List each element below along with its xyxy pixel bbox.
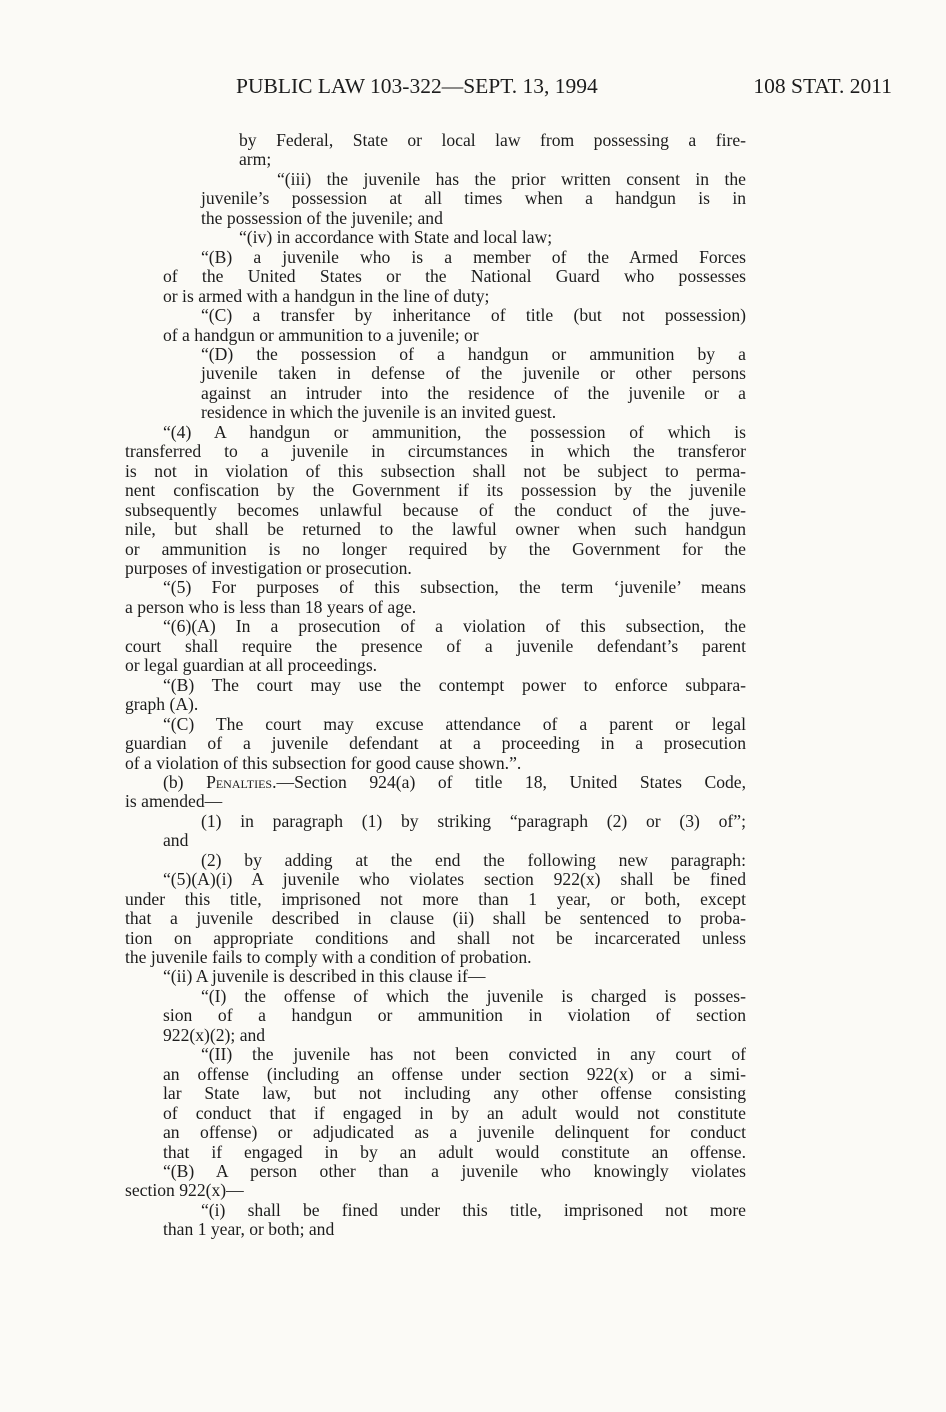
text-line: against an intruder into the residence of the juvenile or a (201, 382, 746, 403)
header-page-ref: 108 STAT. 2011 (753, 74, 892, 98)
text-line: transferred to a juvenile in circumstances in which the transferor (125, 441, 746, 462)
text-line: is amended— (125, 791, 223, 812)
text-line: “(6)(A) In a prosecution of a violation of this subsection, the (163, 616, 746, 637)
text-line: is not in violation of this subsection shall not be subject to perma- (125, 460, 746, 481)
text-line: juvenile taken in defense of the juvenile or other persons (201, 363, 746, 384)
text-line: purposes of investigation or prosecution. (125, 557, 412, 578)
text-line: or legal guardian at all proceedings. (125, 655, 378, 676)
text-line: juvenile’s possession at all times when a handgun is in (201, 188, 746, 209)
text-line: that if engaged in by an adult would constitute an offense. (163, 1141, 746, 1162)
text-line: section 922(x)— (125, 1180, 244, 1201)
text-line: an offense) or adjudicated as a juvenile delinquent for conduct (163, 1122, 746, 1143)
text-line: “(5) For purposes of this subsection, the term ‘juvenile’ means (163, 577, 746, 598)
text-line: “(I) the offense of which the juvenile is charged is posses- (201, 985, 746, 1006)
text-line: nile, but shall be returned to the lawful owner when such handgun (125, 519, 746, 540)
text-line: of conduct that if engaged in by an adult would not constitute (163, 1102, 746, 1123)
text-line: graph (A). (125, 694, 199, 715)
text-line: an offense (including an offense under section 922(x) or a simi- (163, 1063, 746, 1084)
document-body (125, 131, 746, 1240)
section-heading-line (125, 773, 746, 792)
text-line: “(C) The court may excuse attendance of a parent or legal (163, 713, 746, 734)
text-line: “(B) a juvenile who is a member of the Armed Forces (201, 246, 746, 267)
text-line: tion on appropriate conditions and shall not be incarcerated unless (125, 927, 746, 948)
text-line: (2) by adding at the end the following new paragraph: (201, 849, 746, 870)
text-line: “(ii) A juvenile is described in this clause if— (163, 966, 486, 987)
text-line: “(D) the possession of a handgun or ammunition by a (201, 343, 746, 364)
text-line: under this title, imprisoned not more than 1 year, or both, except (125, 888, 746, 909)
text-line: 922(x)(2); and (163, 1024, 266, 1045)
text-line: the possession of the juvenile; and (201, 207, 443, 228)
section-label: (b) (163, 771, 207, 792)
text-line: arm; (239, 149, 272, 170)
text-line: “(5)(A)(i) A juvenile who violates section 922(x) shall be fined (163, 869, 746, 890)
text-line: residence in which the juvenile is an invited guest. (201, 402, 557, 423)
text-line: sion of a handgun or ammunition in violation of section (163, 1005, 746, 1026)
text-line: nent confiscation by the Government if its possession by the juvenile (125, 480, 746, 501)
text-line: (1) in paragraph (1) by striking “paragraph (2) or (3) of”; (201, 810, 746, 831)
text-line: than 1 year, or both; and (163, 1219, 335, 1240)
header-title: PUBLIC LAW 103-322—SEPT. 13, 1994 (236, 74, 598, 98)
text-line: “(i) shall be fined under this title, imprisoned not more (201, 1199, 746, 1220)
section-heading-text: .—Section 924(a) of title 18, United States Code, (272, 771, 746, 792)
text-line: of a handgun or ammunition to a juvenile; or (163, 324, 479, 345)
text-line: of the United States or the National Guard who possesses (163, 266, 746, 287)
text-line: subsequently becomes unlawful because of the conduct of the juve- (125, 499, 746, 520)
text-line: “(C) a transfer by inheritance of title (but not possession) (201, 305, 746, 326)
text-line: “(4) A handgun or ammunition, the possession of which is (163, 421, 746, 442)
text-line: “(B) A person other than a juvenile who knowingly violates (163, 1161, 746, 1182)
section-heading-penalties: Penalties (206, 771, 273, 792)
text-line: the juvenile fails to comply with a condition of probation. (125, 947, 532, 968)
text-line: guardian of a juvenile defendant at a proceeding in a prosecution (125, 733, 746, 754)
text-line: of a violation of this subsection for good cause shown.”. (125, 752, 522, 773)
text-line: “(iii) the juvenile has the prior written consent in the (277, 168, 746, 189)
text-line: “(iv) in accordance with State and local law; (239, 227, 553, 248)
text-line: or is armed with a handgun in the line of duty; (163, 285, 490, 306)
text-line: “(II) the juvenile has not been convicted in any court of (201, 1044, 746, 1065)
text-line: or ammunition is no longer required by the Government for the (125, 538, 746, 559)
text-line: that a juvenile described in clause (ii) shall be sentenced to proba- (125, 908, 746, 929)
text-line: lar State law, but not including any other offense consisting (163, 1083, 746, 1104)
text-line: “(B) The court may use the contempt power to enforce subpara- (163, 674, 746, 695)
text-line: and (163, 830, 189, 851)
text-line: a person who is less than 18 years of age. (125, 596, 417, 617)
text-line: by Federal, State or local law from possessing a fire- (239, 130, 746, 150)
text-line: court shall require the presence of a juvenile defendant’s parent (125, 635, 746, 656)
